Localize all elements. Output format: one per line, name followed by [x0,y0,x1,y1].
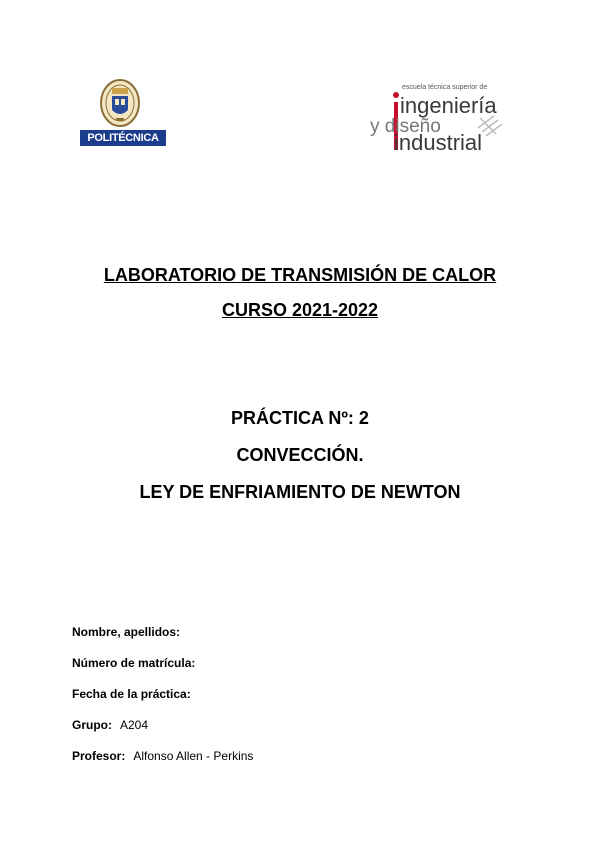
upm-seal-icon [98,78,142,128]
field-label: Nombre, apellidos: [72,625,181,639]
upm-wordmark: POLITÉCNICA [80,130,166,146]
upm-logo [80,78,168,148]
document-title [0,258,600,328]
student-info-fields [72,623,253,778]
practice-heading [0,400,600,511]
field-nombre [72,623,253,654]
field-fecha [72,685,253,716]
field-value: A204 [120,718,149,732]
field-label: Grupo: [72,718,112,732]
title-line-2: CURSO 2021-2022 [221,300,379,320]
field-label: Profesor: [72,749,126,763]
etsidi-logo-icon [368,80,528,156]
etsidi-top-text: escuela técnica superior de [402,84,488,91]
field-grupo [72,716,253,747]
field-profesor [72,747,253,778]
title-line-1: LABORATORIO DE TRANSMISIÓN DE CALOR [103,265,497,285]
field-label: Número de matrícula: [72,656,196,670]
etsidi-line2: y diseño [370,116,441,137]
etsidi-line1: ingeniería [400,93,497,118]
practice-topic: CONVECCIÓN. [236,445,364,465]
practice-number: PRÁCTICA Nº: 2 [231,408,369,428]
field-label: Fecha de la práctica: [72,687,191,701]
field-matricula [72,654,253,685]
practice-subtopic: LEY DE ENFRIAMIENTO DE NEWTON [139,482,461,502]
etsidi-logo [368,80,528,156]
etsidi-line3: industrial [394,130,483,155]
field-value: Alfonso Allen - Perkins [133,749,254,763]
